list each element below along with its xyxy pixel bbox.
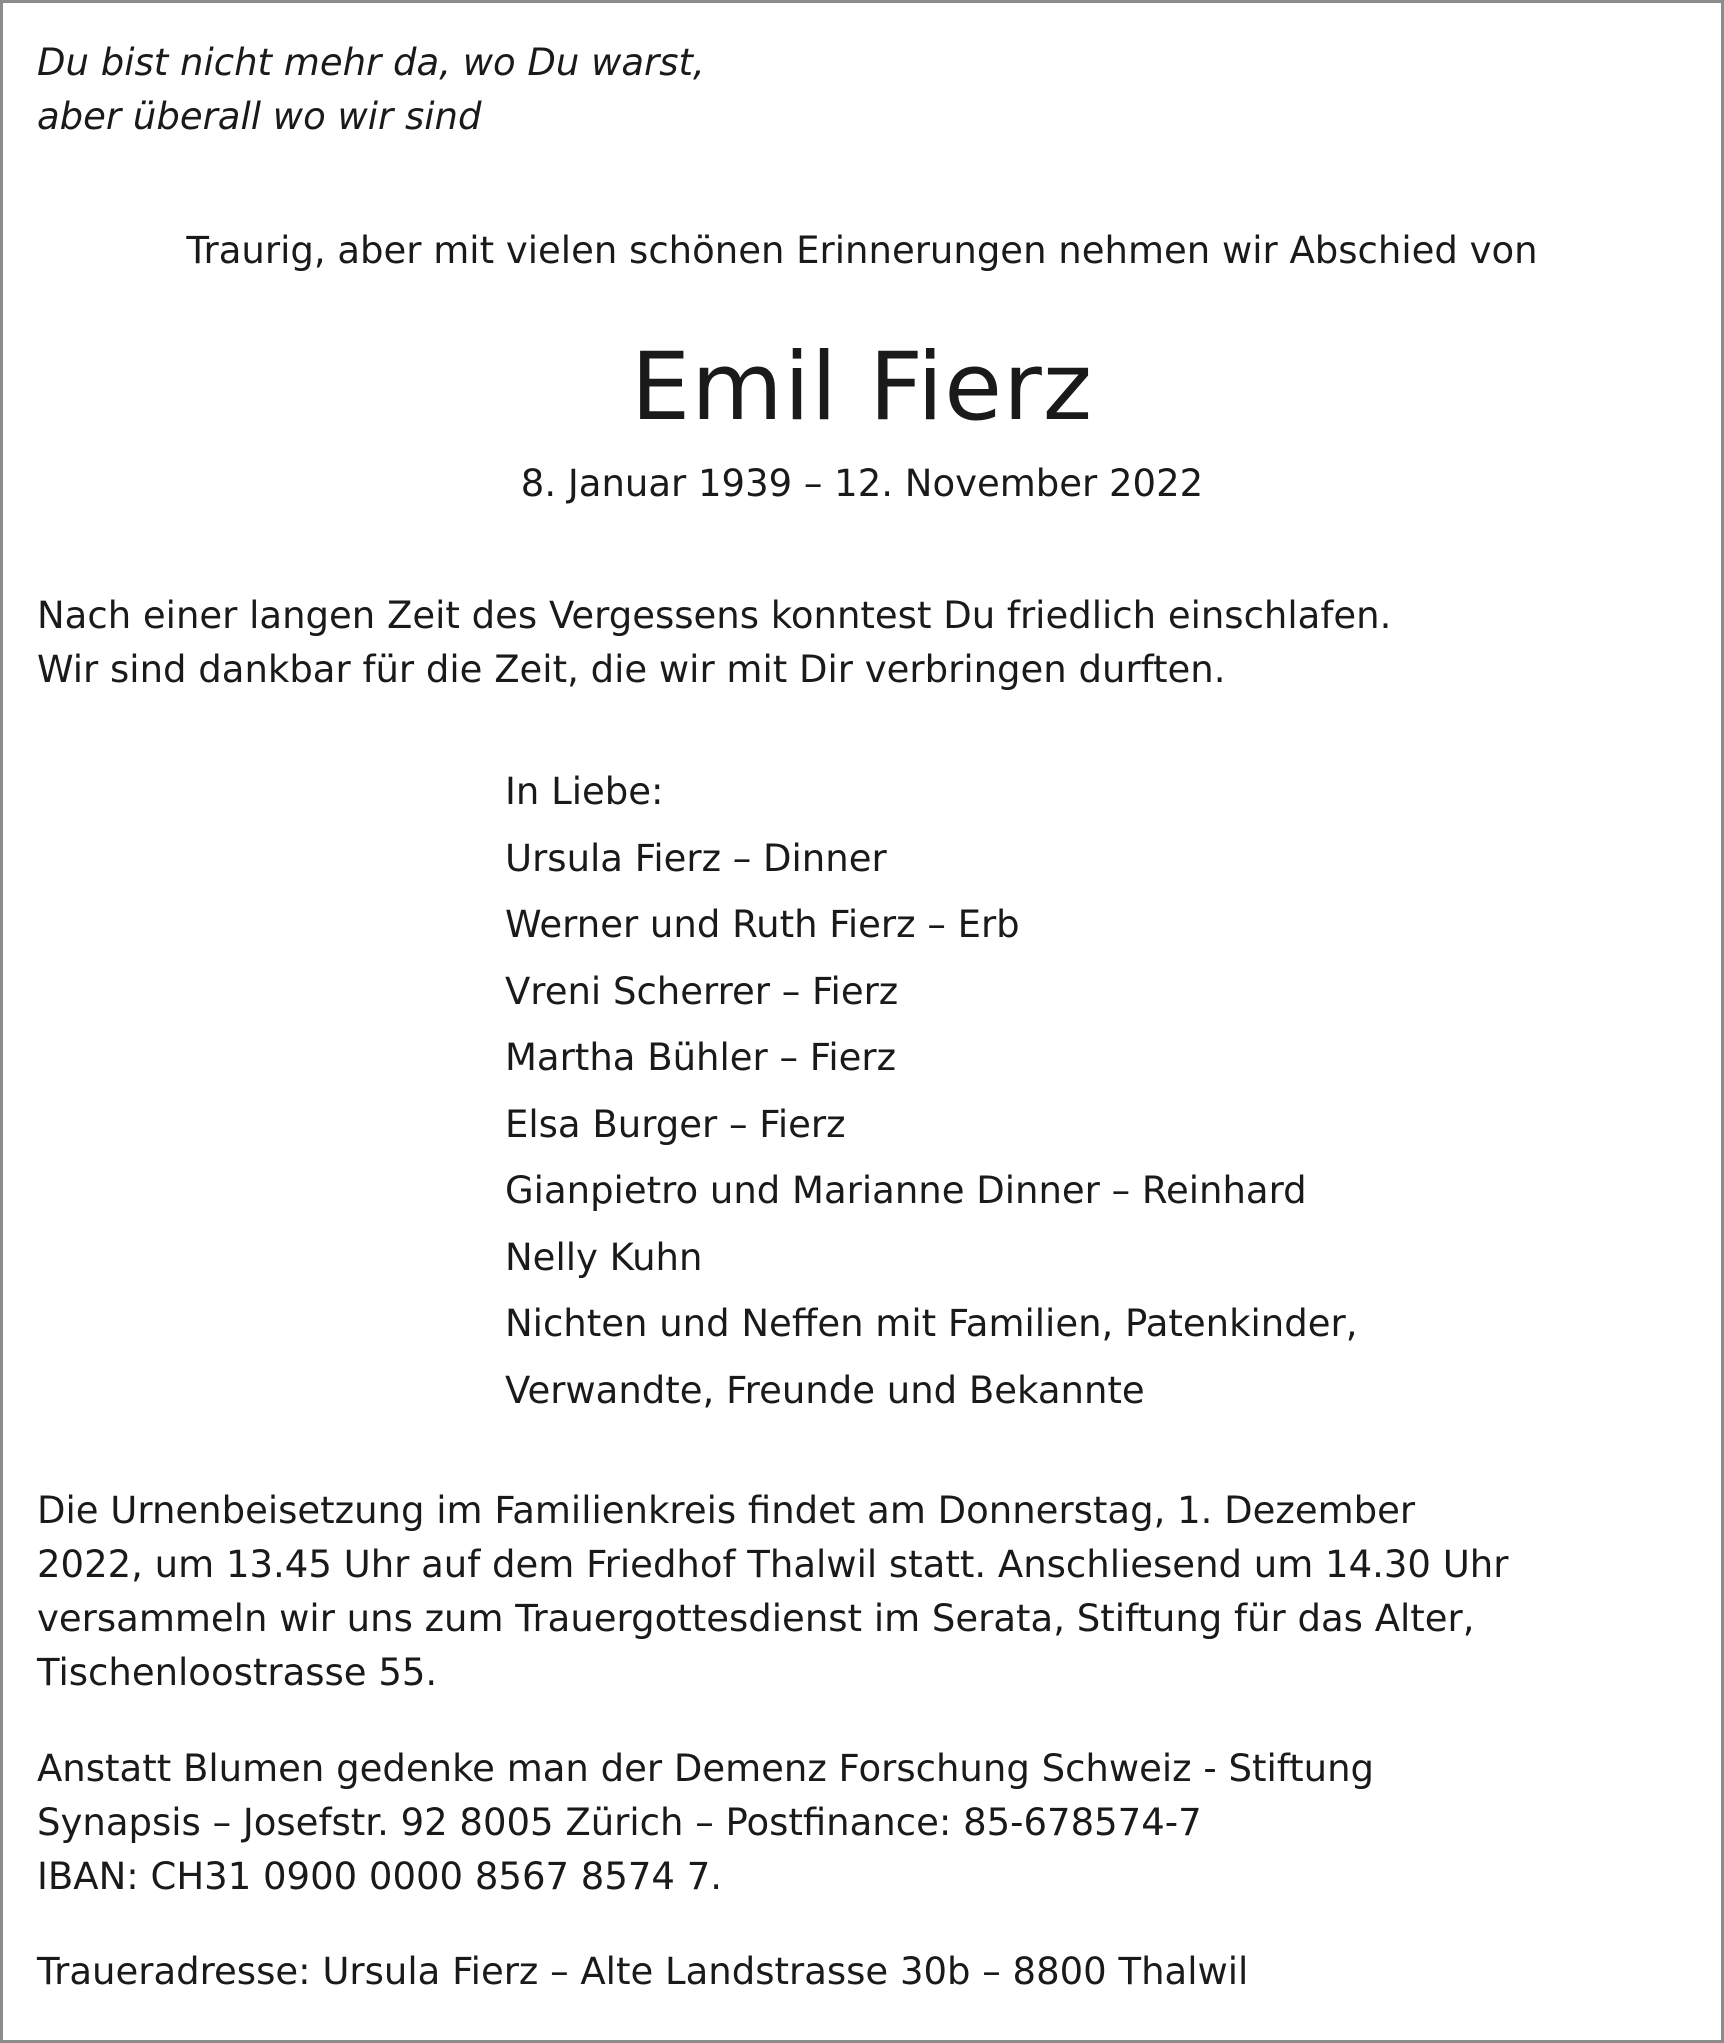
- donation-line-1: Anstatt Blumen gedenke man der Demenz Forschung Schweiz - Stiftung: [37, 1747, 1375, 1790]
- motto-line-2: aber überall wo wir sind: [37, 95, 482, 138]
- signature-name: Nelly Kuhn: [505, 1236, 703, 1279]
- signatures-heading: In Liebe:: [505, 770, 664, 813]
- signature-name: Martha Bühler – Fierz: [505, 1036, 897, 1079]
- signature-name: Nichten und Neffen mit Familien, Patenkinder,: [505, 1302, 1358, 1345]
- message-line-1: Nach einer langen Zeit des Vergessens konntest Du friedlich einschlafen.: [37, 594, 1392, 637]
- signature-name: Verwandte, Freunde und Bekannte: [505, 1369, 1145, 1412]
- ceremony-line-3: versammeln wir uns zum Trauergottesdienst im Serata, Stiftung für das Alter,: [37, 1597, 1475, 1640]
- donation-line-2: Synapsis – Josefstr. 92 8005 Zürich – Postfinance: 85-678574-7: [37, 1801, 1202, 1844]
- message-line-2: Wir sind dankbar für die Zeit, die wir mit Dir verbringen durften.: [37, 648, 1226, 691]
- signature-name: Werner und Ruth Fierz – Erb: [505, 903, 1020, 946]
- life-dates: 8. Januar 1939 – 12. November 2022: [520, 462, 1204, 505]
- motto-line-1: Du bist nicht mehr da, wo Du warst,: [37, 41, 705, 84]
- deceased-name: Emil Fierz: [630, 333, 1094, 442]
- signature-name: Ursula Fierz – Dinner: [505, 837, 887, 880]
- signature-name: Elsa Burger – Fierz: [505, 1103, 846, 1146]
- signature-name: Vreni Scherrer – Fierz: [505, 970, 899, 1013]
- ceremony-line-1: Die Urnenbeisetzung im Familienkreis findet am Donnerstag, 1. Dezember: [37, 1489, 1416, 1532]
- intro-text: Traurig, aber mit vielen schönen Erinnerungen nehmen wir Abschied von: [186, 229, 1538, 272]
- mourning-address: Traueradresse: Ursula Fierz – Alte Landstrasse 30b – 8800 Thalwil: [37, 1950, 1249, 1993]
- ceremony-line-2: 2022, um 13.45 Uhr auf dem Friedhof Thalwil statt. Anschliesend um 14.30 Uhr: [37, 1543, 1509, 1586]
- donation-line-3: IBAN: CH31 0900 0000 8567 8574 7.: [37, 1855, 723, 1898]
- signature-name: Gianpietro und Marianne Dinner – Reinhard: [505, 1169, 1307, 1212]
- ceremony-line-4: Tischenloostrasse 55.: [37, 1651, 438, 1694]
